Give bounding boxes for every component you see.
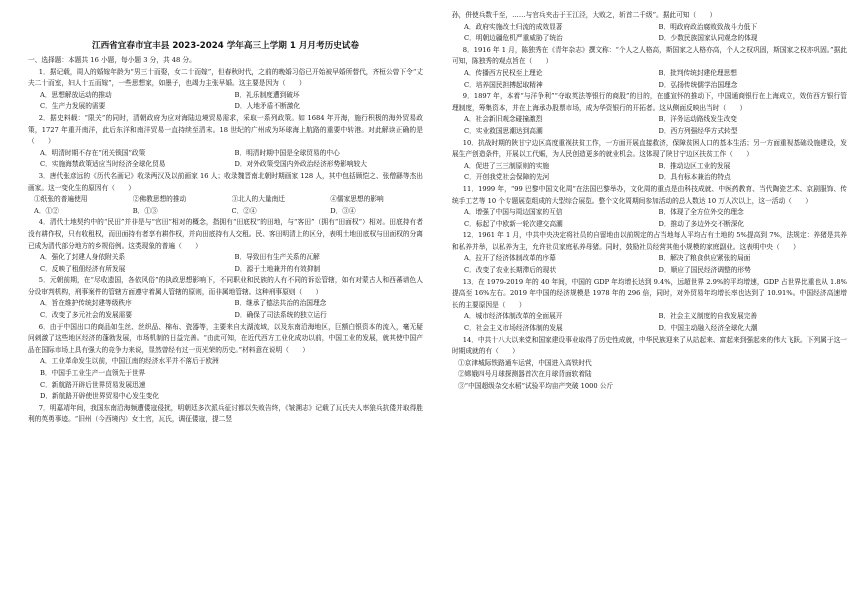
option-a: A．拉开了经济体制改革的序幕 xyxy=(464,254,556,263)
question-1 xyxy=(28,67,423,113)
option-d: D．少数民族国家认同观念的体现 xyxy=(658,34,758,43)
question-stem: 2．据史料载：“限关”的同时，清朝政府为应对海陆边境贸易需求，采取一系列政策。如 1684 年开海，施行积极的海外贸易政策，1727 年重开南洋，此后东洋和南洋贸易一直持续至清末。18 世纪的广州成为环球海上航路的重要中转港。对此解读正确的是（ ） xyxy=(28,113,423,146)
question-stem: 3．唐代张彦远的《历代名画记》收录两汉及以前画家 16 人；收录魏晋南北朝时期画家 128 人，其中包括顾恺之、张僧繇等杰出画家。这一变化生的原因有（ ） xyxy=(28,171,423,192)
option-d: D．顺应了国民经济调整的形势 xyxy=(658,266,751,275)
option-b: B．礼乐制度遭到破坏 xyxy=(234,90,300,99)
question-8 xyxy=(452,45,847,91)
question-stem: 4．清代土地契约中的“民田”并非是与“官田”相对的概念，指拥有“田底权”的田地，与“客田”（拥有“田面权”）相对。田底持有者没有耕作权，只有收租权，而田面持有者享有耕作权，并向田底持有人交租。民、客田明清上的区分，表明土地田底权与田面权的分离已成为清代部分地方的乡规俗例。这类现象的普遍（ ） xyxy=(28,218,423,250)
question-9 xyxy=(452,91,847,137)
option-b: B．明清时期中国是全球贸易的中心 xyxy=(234,148,340,157)
question-6 xyxy=(28,322,423,403)
option-a: A．强化了封建人身依附关系 xyxy=(40,253,126,262)
statement-1: ①京津城际铁路通车运营，中国进入高铁时代 xyxy=(458,358,592,367)
left-column xyxy=(28,10,423,426)
question-stem: 1．据记载，周人的婚嫁年龄为“男三十而娶，女二十而嫁”，但春秋时代，之前的晚婚习俗已开始被早婚所替代，齐桓公曾下令“丈夫二十而室，妇人十五而嫁”，一些思想家，如墨子，也竭力主张早婚。这主要是因为（ ） xyxy=(28,67,423,88)
option-a: A．明清时期不存在“闭关锁国”政策 xyxy=(40,148,146,157)
option-c: C．②④ xyxy=(231,206,257,215)
statement-2: ②佛教思想的推动 xyxy=(132,195,187,204)
statement-1: ①纸张的普遍使用 xyxy=(34,195,88,204)
option-d: D．确保了司法系统的独立运行 xyxy=(234,311,327,320)
option-c: C．改变了农业长期滞后的现状 xyxy=(464,266,557,275)
question-14 xyxy=(452,335,847,393)
option-a: A．传播西方民权至上理论 xyxy=(464,68,543,77)
question-stem: 10．抗战时期的陕甘宁边区高度重视扶贫工作，一方面开展直接救济，保障贫困人口的基本生活；另一方面重视基础设施建设，发展生产创造条件，开展以工代赈，为人民创造更多的就业机会。这体现了陕甘宁边区扶贫工作（ ） xyxy=(452,138,847,159)
page-title: 江西省宜春市宜丰县 2023-2024 学年高三上学期 1 月月考历史试卷 xyxy=(91,41,359,51)
option-b: B．解决了粮食供应紧张的局面 xyxy=(658,254,751,263)
option-a: A．政府实施改土归流的成效显著 xyxy=(464,22,563,31)
statement-3: ③北人的大量南迁 xyxy=(231,195,285,204)
option-a: A．促进了三三制原则的实施 xyxy=(464,161,550,170)
option-a: A．增强了中国与周边国家的互信 xyxy=(464,208,563,217)
option-a: A．社会新旧观念碰撞激烈 xyxy=(464,115,543,124)
option-b: B．导致田有生产关系的瓦解 xyxy=(234,253,320,262)
option-b: B．推动边区工业的发展 xyxy=(658,161,731,170)
option-c: C．标起了中欧新一轮次建交高潮 xyxy=(464,219,563,228)
option-d: D．人地矛盾不断激化 xyxy=(234,102,301,111)
statement-2: ②嫦娥四号月球探测器首次在月球背面软着陆 xyxy=(458,370,592,379)
option-c: C．实施海禁政策适应当时经济全球化贸易 xyxy=(40,160,166,169)
option-b: B．体现了全方位外交的理念 xyxy=(658,208,744,217)
question-stem: 8．1916 年 1 月，陈独秀在《青年杂志》撰文称：“个人之人格高，斯国家之人格亦高，个人之权巩固，斯国家之权亦巩固。”据此可知，陈独秀的观点旨在（ ） xyxy=(452,45,847,66)
option-d: D．中国主动融入经济全球化大潮 xyxy=(658,324,758,333)
option-b: B．批判传统封建伦理思想 xyxy=(658,68,737,77)
question-stem: 13．在 1979-2019 年的 40 年间，中国的 GDP 年均增长达到 9.4%，远超世界 2.9%的平均增速，GDP 占世界比重也从 1.8%提高至 16%左右。2019 年中国的经济规模是 1978 年的 296 倍，同时，对外贸易年均增长率也达到了 10.91%。中国经济高速增长的主要原因是（ ） xyxy=(452,277,847,309)
question-stem: 11．1999 年，“99 巴黎中国文化周”在法国巴黎举办，文化周的重点是由科技成就、中医药教育、当代陶瓷艺术、京剧服饰、传统手工艺等 10 个专题展览组成的大型综合展览。整个文化周期间参加活动的总人数达 10 万人次以上，这一活动（ ） xyxy=(452,184,847,205)
option-c: C．实业救国思潮达到高潮 xyxy=(464,126,543,135)
option-a: A．旨在维护传统封建等级秩序 xyxy=(40,299,132,308)
question-3 xyxy=(28,171,423,217)
option-d: D．新航路开辟使世界贸易中心发生变化 xyxy=(40,392,160,401)
option-b: B．明政府政治腐败致战斗力低下 xyxy=(658,22,758,31)
right-column xyxy=(452,10,847,393)
option-b: B．继承了德法共治的治国理念 xyxy=(234,299,327,308)
question-2 xyxy=(28,113,423,171)
option-d: D．对外政策受国内外政治经济形势影响较大 xyxy=(234,160,367,169)
question-stem: 9．1897 年，本着“与洋争利”“夺取英法等银行的商股”的目的，在盛宣怀的推动下，中国通商银行在上海成立，效仿西方银行管理制度，筹集资本，并在上海承办股票市场，成为华资银行的开拓者。这从侧面反映出当时（ ） xyxy=(452,92,847,112)
option-a: A．思想解放运动的推动 xyxy=(40,90,112,99)
option-d: D．弘扬传统儒学治国理念 xyxy=(658,80,738,89)
option-c: C．明朝边疆危机严重威胁了统治 xyxy=(464,34,563,43)
option-d: D．源于土地兼并的有效抑制 xyxy=(234,264,321,273)
question-7 xyxy=(28,403,423,426)
question-7-continued xyxy=(452,10,847,45)
question-stem: 6．由于中国出口的商品如生丝、丝织品、棉布、瓷器等，主要来自太湖流域，以及东南沿海地区，巨额白银资本的流入，毫无疑问刺激了这些地区经济的蓬勃发展，市场机制的日益完善。“由此可知，在近代西方工业化成功以前，中国工业的发展，就其使中国产品在国际市场上具有强大的竞争力来说，显然曾经有过一页光荣的历史。”材料意在说明（ ） xyxy=(28,322,423,354)
option-c: C．生产力发展的需要 xyxy=(40,102,106,111)
question-stem: 7．明嘉靖年间，我国东南沿海频遭倭寇侵扰，明朝廷多次派兵征讨都以失败告终，《皱溯志》记载了瓦氏夫人率狼兵抗倭并取得胜利的英勇事迹。“旧州（今西境内）女土官，瓦氏，调征倭寇，提二竖 xyxy=(28,403,423,424)
question-13 xyxy=(452,277,847,335)
question-stem-continued: 孙，併使兵数千至，……与官兵夹击于王江泾，大败之，斩首二千级”。据此可知（ ） xyxy=(452,11,717,19)
question-10 xyxy=(452,138,847,184)
option-d: D．西方列强经华方式转型 xyxy=(658,126,738,135)
option-c: C．培养国民担搏起取精神 xyxy=(464,80,543,89)
option-c: C．新航路开辟后世界贸易发展迅速 xyxy=(40,380,146,389)
question-5 xyxy=(28,275,423,321)
section-heading: 一、选择题：本题共 16 小题，每小题 3 分，共 48 分。 xyxy=(28,56,196,64)
question-11 xyxy=(452,184,847,230)
statement-3: ③“中国超级杂交水稻”试验平均亩产突破 1000 公斤 xyxy=(458,382,614,390)
option-d: D．具有标本兼治的特点 xyxy=(658,173,731,182)
option-b: B．社会主义制度的自我发展完善 xyxy=(658,312,758,321)
option-c: C．开创我党社会保障的先河 xyxy=(464,173,550,182)
option-c: C．社会主义市场经济体制的发展 xyxy=(464,324,563,333)
option-a: A．①② xyxy=(34,206,59,215)
option-b: B．①③ xyxy=(132,206,158,215)
question-stem: 5．元朝前期，在“尽收遗国，各依风俗”的执政思想影响下，不同职业和民族的人有不同的诉讼管辖，如有对蒙古人和西蕃谱色人分设审判机构，刑事案件的管辖方面遵守着属人管辖的原则，而非属地管辖。这种刑事原则（ ） xyxy=(28,276,423,296)
option-a: A．工业革命发生以前，中国江南的经济水平并不落后于欧洲 xyxy=(40,357,219,366)
option-b: B．中国手工业生产一直领先于世界 xyxy=(40,369,146,378)
question-stem: 14．中共十八大以来党和国家建设事业取得了历史性成就，中华民族迎来了从站起来、富起来到强起来的伟大飞跃。下列属于这一时期成就的有（ ） xyxy=(452,335,847,356)
question-12 xyxy=(452,230,847,276)
option-d: D．③④ xyxy=(330,206,356,215)
question-stem: 12．1961 年 1 月，中共中央决定将社员的自留地由以前规定的占当地每人平均占有土地的 5%提高到 7%，法规定：养猪是共养和私养并举，以私养为主，允许社员家庭私养母猪。同时，鼓励社员经营其他小规模的家庭副业。这表明中央（ ） xyxy=(452,231,847,251)
option-a: A．城市经济体制改革的全面展开 xyxy=(464,312,563,321)
option-c: C．改变了多元社会的发展需要 xyxy=(40,311,133,320)
option-d: D．推动了多边外交不断深化 xyxy=(658,219,745,228)
option-b: B．洋务运动路线发生改变 xyxy=(658,115,737,124)
statement-4: ④儒家思想的影响 xyxy=(330,195,384,204)
option-c: C．反映了租佃经济有所发展 xyxy=(40,264,126,273)
question-4 xyxy=(28,217,423,275)
